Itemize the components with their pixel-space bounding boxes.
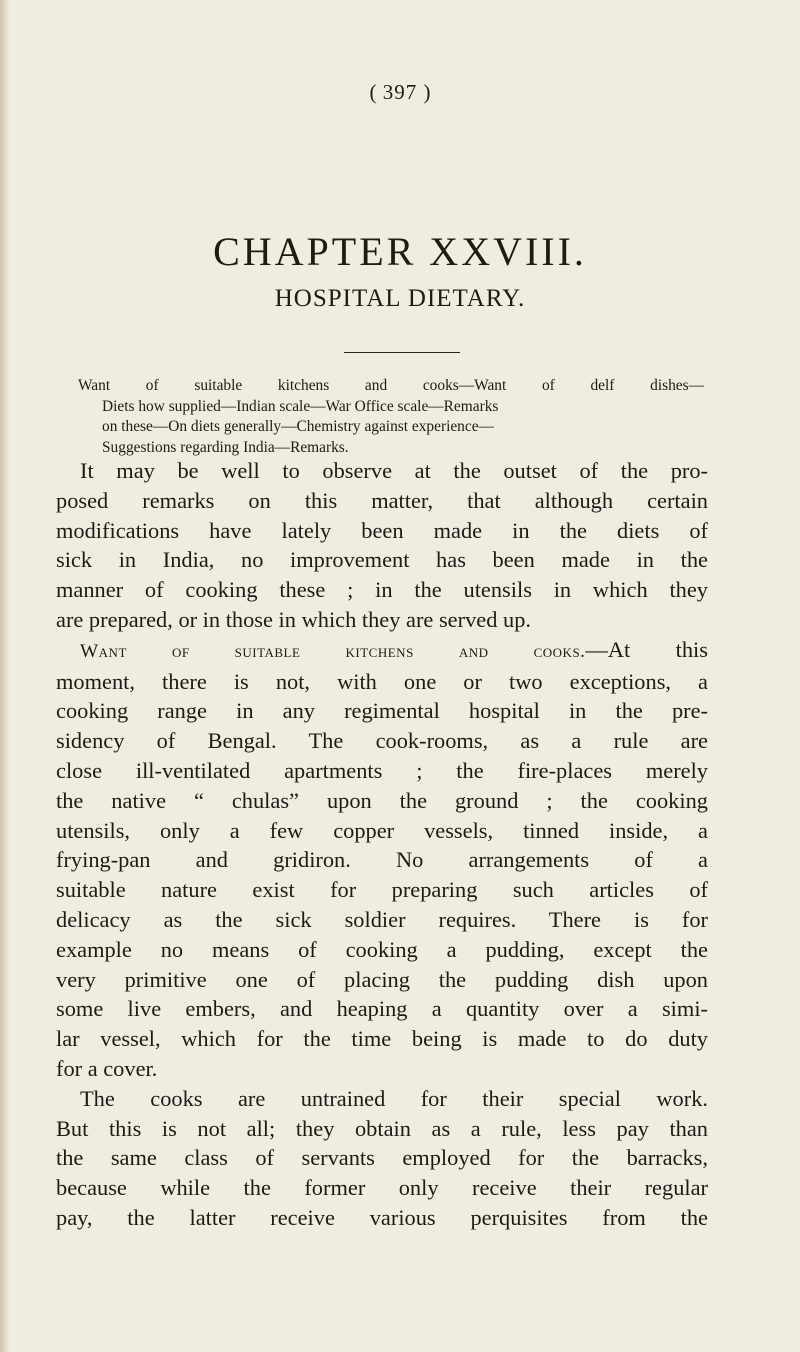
chapter-summary <box>78 376 704 458</box>
summary-line: Diets how supplied—Indian scale—War Office scale—Remarks <box>102 397 499 415</box>
text-line: some live embers, and heaping a quantity over a simi- <box>56 996 708 1022</box>
body-text <box>56 456 708 1233</box>
summary-line: Suggestions regarding India—Remarks. <box>102 438 349 456</box>
text-line: close ill-ventilated apartments ; the fire-places merely <box>56 757 708 783</box>
text-line: It may be well to observe at the outset of the pro- <box>80 458 708 483</box>
text-line: posed remarks on this matter, that although certain <box>56 487 708 513</box>
text-line: example no means of cooking a pudding, except the <box>56 936 708 962</box>
page-number: ( 397 ) <box>369 80 431 104</box>
text-line: The cooks are untrained for their special work. <box>80 1085 708 1111</box>
page-gutter-shadow <box>0 0 10 1352</box>
summary-line: Want of suitable kitchens and cooks—Want of delf dishes— <box>78 377 704 394</box>
text-line: sidency of Bengal. The cook-rooms, as a rule are <box>56 728 708 754</box>
text-line: sick in India, no improvement has been made in the <box>56 547 708 573</box>
text-line: for a cover. <box>56 1055 158 1081</box>
text-line: cooking range in any regimental hospital in the pre- <box>56 698 708 724</box>
text-line: are prepared, or in those in which they are served up. <box>56 606 531 632</box>
text-line: the same class of servants employed for the barracks, <box>56 1145 708 1171</box>
summary-line: on these—On diets generally—Chemistry against experience— <box>102 418 494 436</box>
text-line: very primitive one of placing the pudding dish upon <box>56 966 708 992</box>
text-line: suitable nature exist for preparing such articles of <box>56 877 708 903</box>
text-line: because while the former only receive their regular <box>56 1175 708 1201</box>
run-in-heading: Want of suitable kitchens and cooks. <box>80 640 586 662</box>
text-line: manner of cooking these ; in the utensils in which they <box>56 577 708 603</box>
text-line: But this is not all; they obtain as a rule, less pay than <box>56 1115 708 1141</box>
text-line: modifications have lately been made in the diets of <box>56 517 708 543</box>
text-line: delicacy as the sick soldier requires. There is for <box>56 906 708 932</box>
text-line: utensils, only a few copper vessels, tinned inside, a <box>56 817 708 843</box>
chapter-title: CHAPTER XXVIII. <box>213 229 587 274</box>
chapter-subtitle: HOSPITAL DIETARY. <box>274 285 526 312</box>
text-line: moment, there is not, with one or two exceptions, a <box>56 668 708 694</box>
page-number-value: 397 <box>382 80 418 104</box>
title-divider-rule <box>344 352 460 353</box>
text-line: Want of suitable kitchens and cooks.—At this <box>80 636 708 662</box>
text-line: pay, the latter receive various perquisites from the <box>56 1204 708 1230</box>
text-line: the native “ chulas” upon the ground ; the cooking <box>56 787 708 813</box>
text-line: frying-pan and gridiron. No arrangements of a <box>56 847 708 873</box>
text-line: lar vessel, which for the time being is made to do duty <box>56 1026 708 1052</box>
